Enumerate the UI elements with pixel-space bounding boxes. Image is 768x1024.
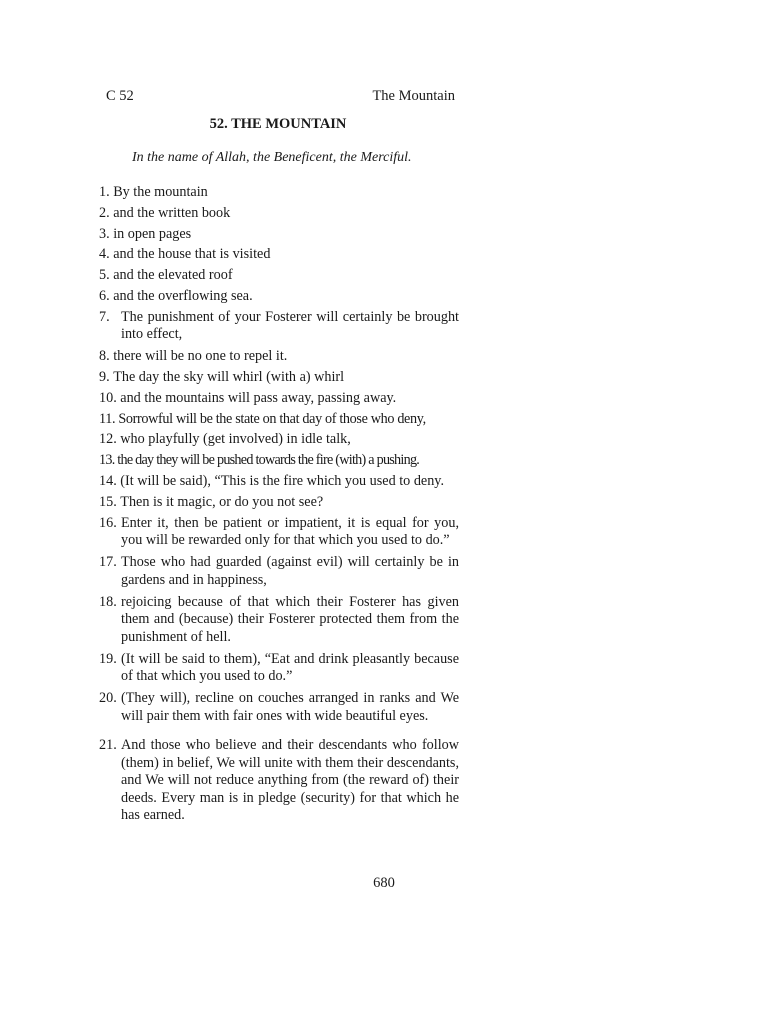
running-header-chapter-code: C 52: [106, 88, 134, 104]
verse-number: 18.: [99, 593, 117, 610]
verse-text: and the house that is visited: [113, 246, 271, 263]
verse-number: 5.: [99, 267, 110, 284]
verse-text: The punishment of your Fosterer will certainly be brought into effect,: [121, 308, 459, 343]
verse-13: [99, 452, 459, 470]
page-number: 680: [373, 875, 395, 891]
verse-text: who playfully (get involved) in idle talk,: [120, 431, 351, 448]
verse-21: [99, 737, 459, 825]
verse-16: [99, 515, 459, 550]
invocation: In the name of Allah, the Beneficent, the Merciful.: [132, 150, 412, 165]
verse-number: 4.: [99, 246, 110, 263]
verse-number: 17.: [99, 554, 117, 571]
verse-1: [99, 184, 459, 202]
verse-text: Sorrowful will be the state on that day of those who deny,: [118, 410, 426, 427]
verse-7: [99, 309, 459, 344]
verse-list: [99, 184, 459, 829]
verse-text: rejoicing because of that which their Fosterer has given them and (because) their Fosterer protected them from the punishment of hell.: [121, 593, 459, 645]
verse-4: [99, 246, 459, 264]
verse-text: (It will be said to them), “Eat and drink pleasantly because of that which you used to do.”: [121, 650, 459, 685]
verse-text: in open pages: [113, 225, 192, 242]
verse-text: (It will be said), “This is the fire which you used to deny.: [120, 473, 445, 490]
verse-17: [99, 554, 459, 589]
verse-11: [99, 411, 459, 429]
verse-20: [99, 690, 459, 725]
verse-6: [99, 288, 459, 306]
verse-text: and the overflowing sea.: [113, 287, 253, 304]
verse-number: 15.: [99, 493, 117, 510]
verse-number: 11.: [99, 410, 116, 427]
verse-number: 10.: [99, 389, 117, 406]
verse-number: 2.: [99, 204, 110, 221]
verse-number: 6.: [99, 287, 110, 304]
verse-15: [99, 494, 459, 512]
verse-text: and the mountains will pass away, passing away.: [120, 389, 397, 406]
verse-text: And those who believe and their descendants who follow (them) in belief, We will unite with them their descendants, and We will not reduce anything from (the reward of) their deeds. Every man is in pledge (security) for that which he has earned.: [121, 737, 459, 824]
verse-text: there will be no one to repel it.: [113, 348, 288, 365]
running-header-title: The Mountain: [372, 88, 455, 104]
verse-text: Enter it, then be patient or impatient, it is equal for you, you will be rewarded only for that which you used to do.”: [121, 514, 459, 549]
verse-number: 19.: [99, 650, 117, 667]
verse-number: 3.: [99, 225, 110, 242]
chapter-title: 52. THE MOUNTAIN: [209, 116, 347, 132]
verse-number: 21.: [99, 737, 117, 754]
verse-text: The day the sky will whirl (with a) whirl: [113, 369, 345, 386]
verse-number: 13.: [99, 452, 115, 469]
verse-number: 12.: [99, 431, 117, 448]
verse-18: [99, 594, 459, 647]
verse-text: Then is it magic, or do you not see?: [120, 493, 324, 510]
verse-text: and the elevated roof: [113, 267, 233, 284]
verse-text: (They will), recline on couches arranged in ranks and We will pair them with fair ones with wide beautiful eyes.: [121, 690, 459, 724]
verse-text: Those who had guarded (against evil) will certainly be in gardens and in happiness,: [121, 554, 459, 588]
verse-9: [99, 369, 459, 387]
verse-text: By the mountain: [113, 184, 208, 200]
verse-number: 8.: [99, 348, 110, 365]
verse-3: [99, 226, 459, 244]
verse-2: [99, 205, 459, 223]
verse-text: the day they will be pushed towards the fire (with) a pushing.: [117, 452, 420, 469]
verse-12: [99, 431, 459, 449]
verse-number: 9.: [99, 369, 110, 386]
verse-number: 14.: [99, 473, 117, 490]
verse-8: [99, 348, 459, 366]
verse-5: [99, 267, 459, 285]
verse-number: 20.: [99, 690, 117, 707]
verse-number: 16.: [99, 514, 117, 531]
verse-text: and the written book: [113, 204, 231, 221]
verse-number: 7.: [99, 308, 110, 325]
verse-14: [99, 473, 459, 491]
verse-10: [99, 390, 459, 408]
verse-number: 1.: [99, 184, 110, 200]
verse-19: [99, 651, 459, 686]
